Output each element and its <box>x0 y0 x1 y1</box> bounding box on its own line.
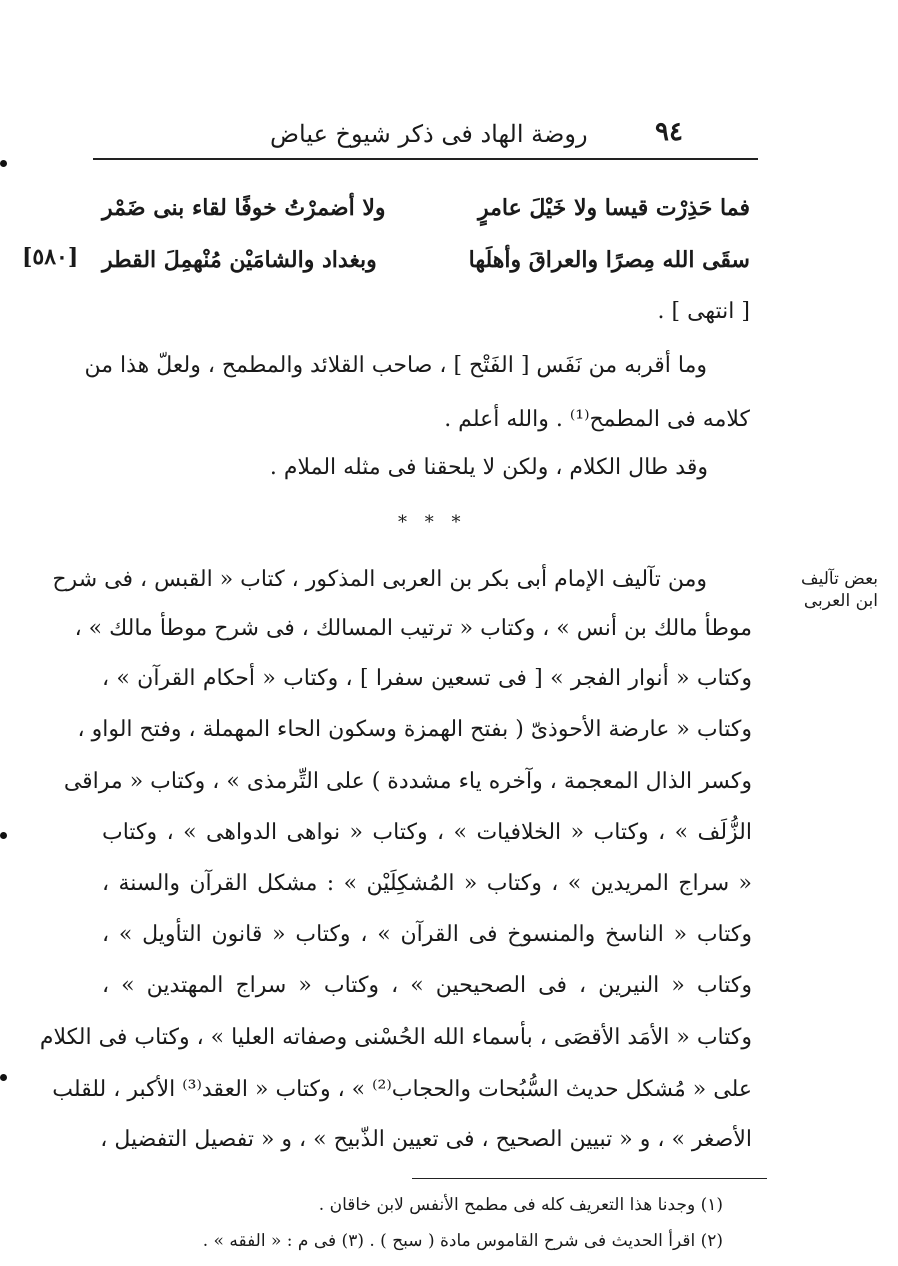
verse-2-first-hemistich: سقَى الله مِصرًا والعراقَ وأهلَها <box>468 247 750 273</box>
running-title: روضة الهاد فى ذكر شيوخ عياض <box>270 120 588 148</box>
footnote: (٢) اقرأ الحديث فى شرح القاموس مادة ( سبح ) . (٣) فى م : « الفقه » . <box>202 1231 723 1251</box>
paragraph-line: وقد طال الكلام ، ولكن لا يلحقنا فى مثله الملام . <box>269 455 708 480</box>
margin-note-line: ابن العربى <box>803 591 878 611</box>
scan-mark <box>0 1074 7 1081</box>
body-line: على « مُشكل حديث السُّبُحات والحجاب⁽²⁾ » ، وكتاب « العقد⁽³⁾ الأكبر ، للقلب <box>52 1077 752 1102</box>
body-line: وكتاب « الناسخ والمنسوخ فى القرآن » ، وكتاب « قانون التأويل » ، <box>102 922 752 947</box>
paragraph-line: كلامه فى المطمح⁽¹⁾ . والله أعلم . <box>444 407 750 432</box>
body-line: ومن تآليف الإمام أبى بكر بن العربى المذكور ، كتاب « القبس ، فى شرح <box>52 567 707 592</box>
line-number-marker: [٥٨٠] <box>22 244 79 270</box>
end-quote: [ انتهى ] . <box>657 299 750 324</box>
body-line: الزُّلَف » ، وكتاب « الخلافيات » ، وكتاب « نواهى الدواهى » ، وكتاب <box>102 820 752 845</box>
margin-note-line: بعض تآليف <box>801 569 878 589</box>
page-number: ٩٤ <box>655 117 683 147</box>
scan-mark <box>0 160 7 167</box>
body-line: وكتاب « عارضة الأحوذىّ ( بفتح الهمزة وسكون الحاء المهملة ، وفتح الواو ، <box>77 717 752 742</box>
paragraph-line: وما أقربه من نَفَس [ الفَتْح ] ، صاحب القلائد والمطمح ، ولعلّ هذا من <box>84 353 707 378</box>
verse-2-second-hemistich: وبغداد والشامَيْن مُنْهمِلَ القطر <box>102 247 377 273</box>
body-line: وكتاب « النيرين ، فى الصحيحين » ، وكتاب « سراج المهتدين » ، <box>102 973 752 998</box>
header-rule <box>93 158 758 160</box>
body-line: وكتاب « الأمَد الأقصَى ، بأسماء الله الحُسْنى وصفاته العليا » ، وكتاب فى الكلام <box>39 1025 752 1050</box>
footnote-rule <box>412 1178 767 1179</box>
body-line: وكتاب « أنوار الفجر » [ فى تسعين سفرا ] ، وكتاب « أحكام القرآن » ، <box>102 666 752 691</box>
footnote: (١) وجدنا هذا التعريف كله فى مطمح الأنفس لابن خاقان . <box>318 1195 723 1215</box>
verse-1-second-hemistich: ولا أضمرْتُ خوفًا لقاء بنى ضَمْر <box>102 195 386 221</box>
body-line: وكسر الذال المعجمة ، وآخره ياء مشددة ) على التِّرمذى » ، وكتاب « مراقى <box>63 769 752 794</box>
body-line: الأصغر » ، و « تبيين الصحيح ، فى تعيين الذّبيح » ، و « تفصيل التفضيل ، <box>100 1127 752 1152</box>
margin-note <box>778 568 878 612</box>
body-line: « سراج المريدين » ، وكتاب « المُشكِلَيْن » : مشكل القرآن والسنة ، <box>102 871 752 896</box>
verse-1-first-hemistich: فما حَذِرْت قيسا ولا خَيْلَ عامرٍ <box>477 195 750 221</box>
body-line: موطأ مالك بن أنس » ، وكتاب « ترتيب المسالك ، فى شرح موطأ مالك » ، <box>74 616 752 641</box>
section-separator: * * * <box>398 512 467 533</box>
scan-mark <box>0 832 7 839</box>
